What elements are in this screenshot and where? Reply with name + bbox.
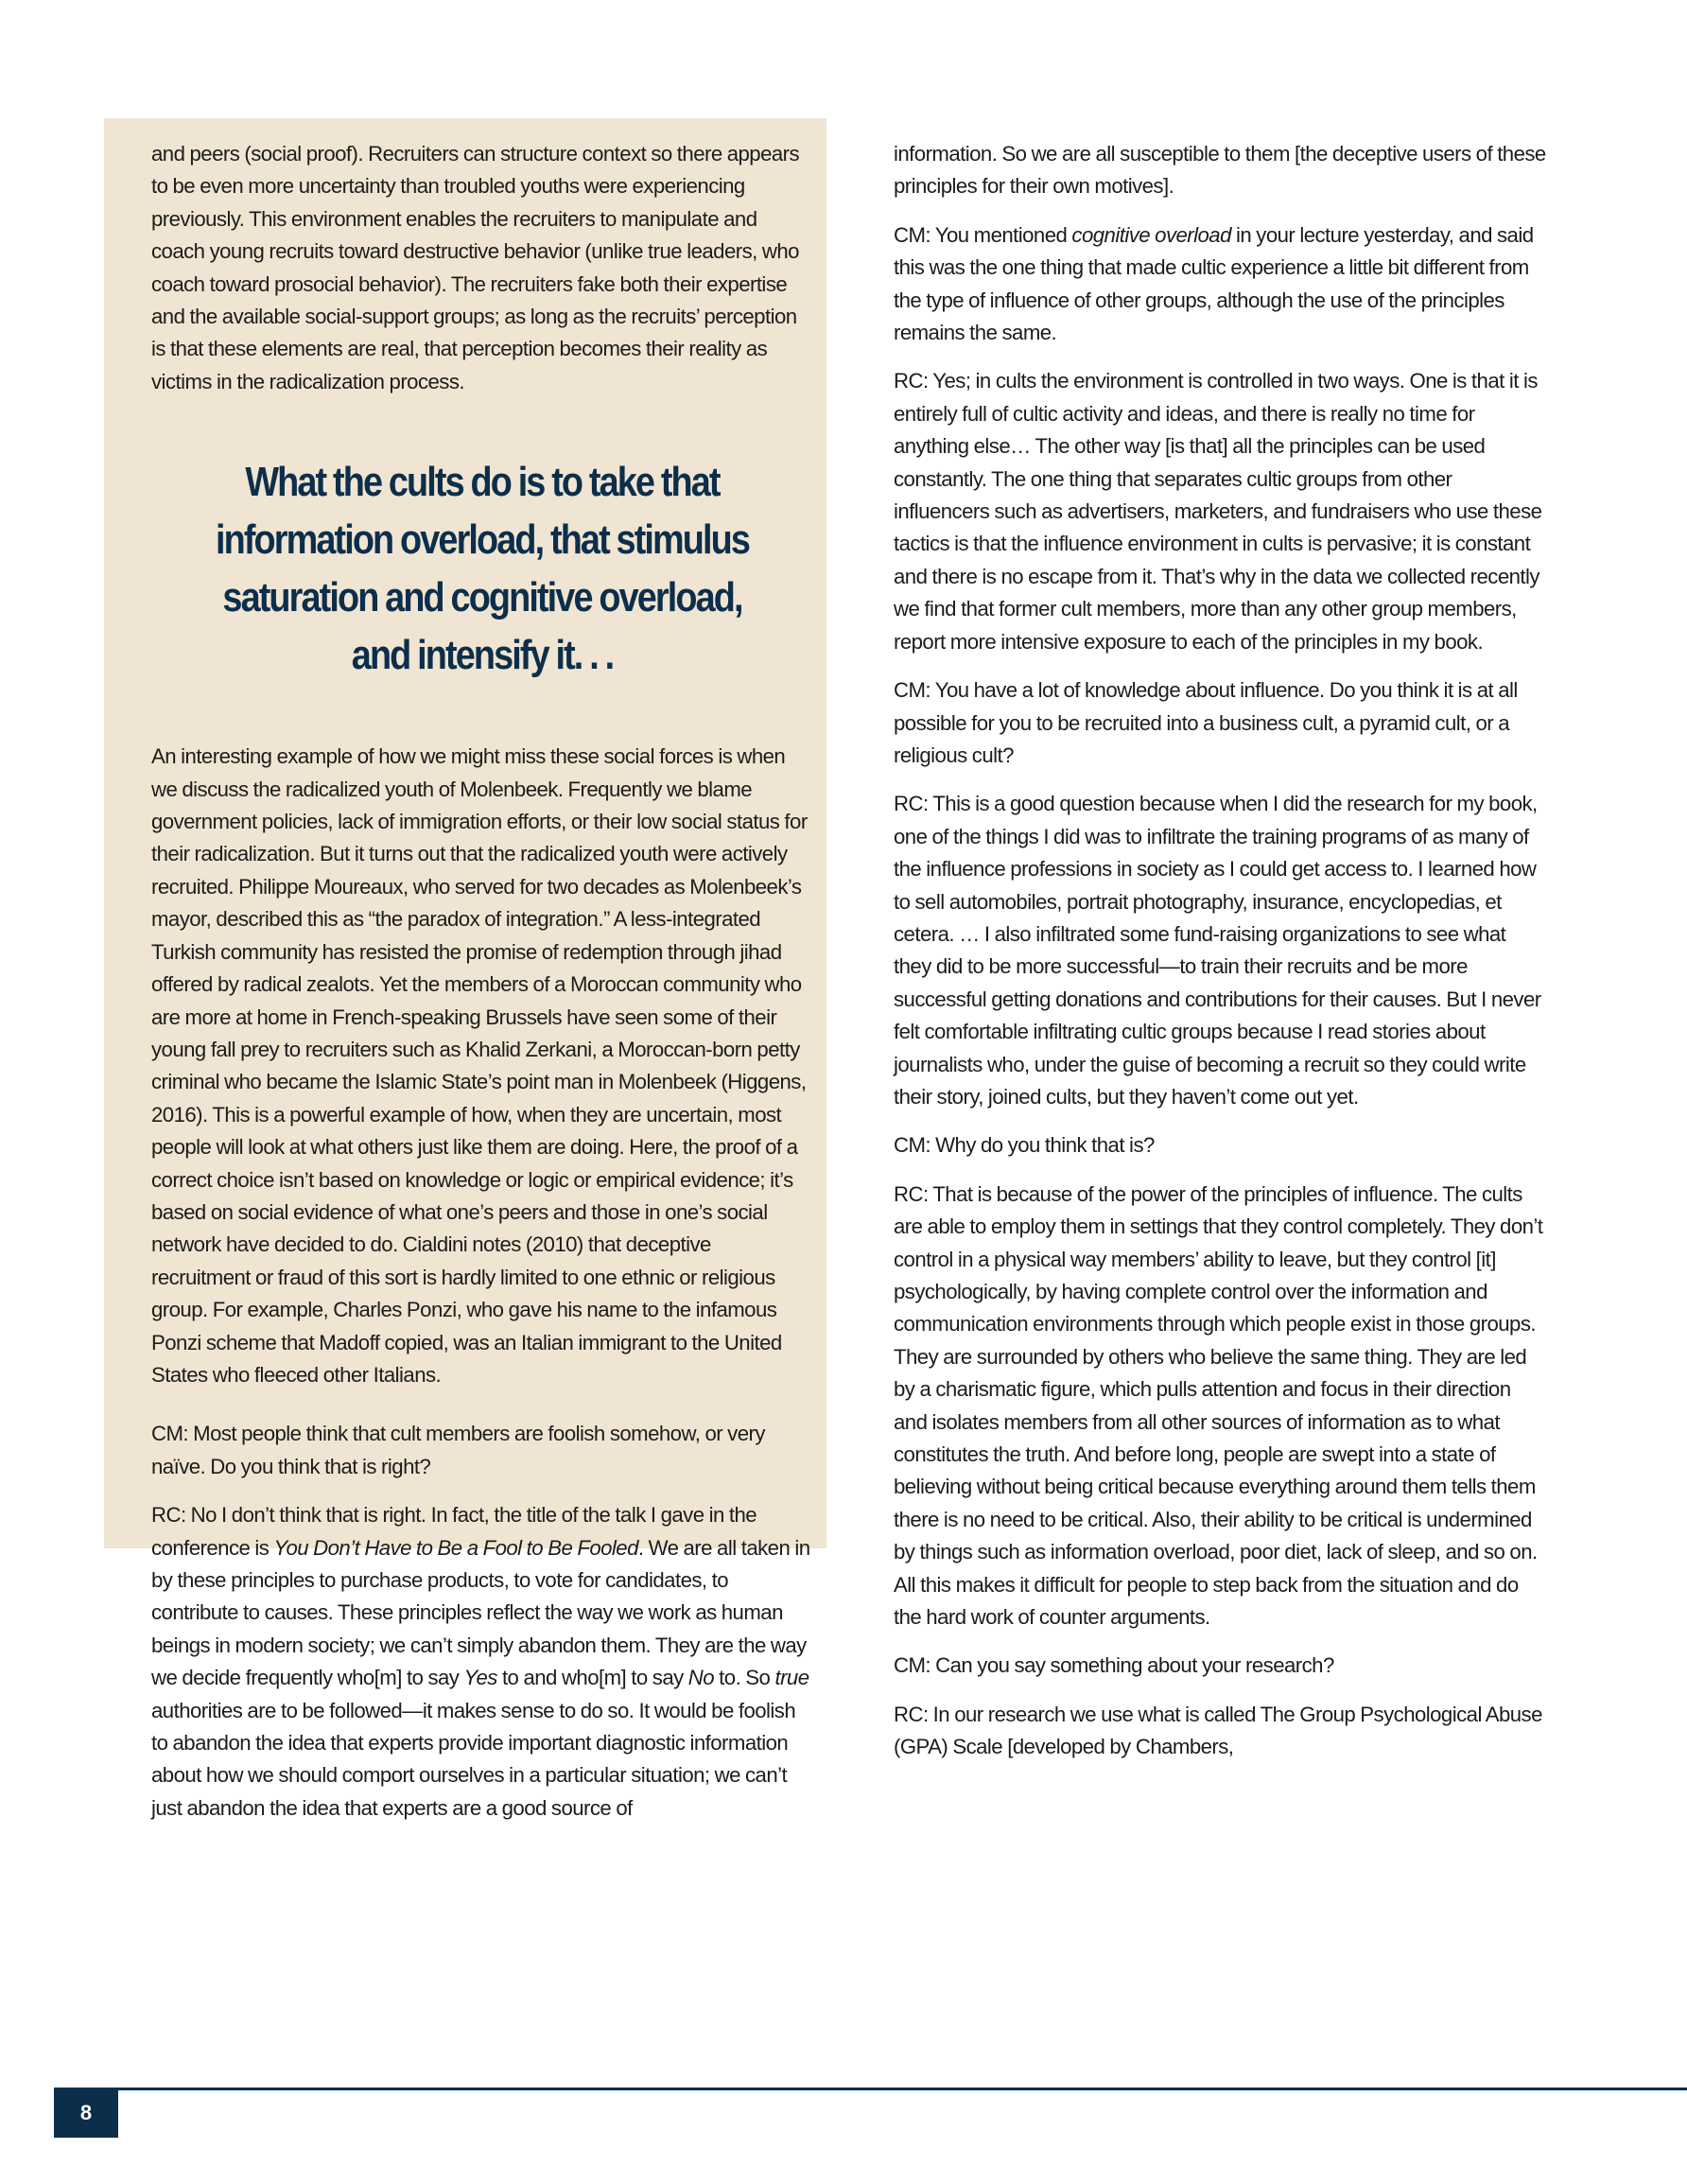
sidebar-paragraph-1: and peers (social proof). Recruiters can structure context so there appears to be even more uncertainty than troubled youths were experiencing previously. This environment enables the recruiters to manipulate and coach young recruits toward destructive behavior (unlike true leaders, who coach toward prosocial behavior). The recruiters fake both their expertise and the available social-support groups; as long as the recruits’ perception is that these elements are real, that perception becomes their reality as victims in the radicalization process. — [151, 142, 800, 393]
interview-question-cm-3: CM: You have a lot of knowledge about influence. Do you think it is at all possible for you to be recruited into a business cult, a pyramid cult, or a religious cult? — [894, 678, 1518, 767]
answer-text: to and who[m] to say — [496, 1666, 688, 1690]
interview-answer-rc-3: RC: This is a good question because when I did the research for my book, one of the things I did was to infiltrate the training programs of as many of the influence professions in society as I could get access to. I learned how to sell automobiles, portrait photography, insurance, encyclopedias, et cetera. … I also infiltrated some fund-raising organizations to see what they did to be more successful—to train their recruits and be more successful getting donations and contributions for their causes. But I never felt comfortable infiltrating cultic groups because I read stories about journalists who, under the guise of becoming a recruit so they could write their story, joined cults, but they haven’t come out yet. — [894, 792, 1541, 1109]
interview-question-cm-1: CM: Most people think that cult members are foolish somehow, or very naïve. Do you think that is right? — [151, 1422, 765, 1478]
true-italic: true — [774, 1666, 809, 1690]
interview-answer-rc-1 — [151, 1499, 813, 1825]
interview-question-cm-5: CM: Can you say something about your research? — [894, 1653, 1334, 1678]
interview-answer-rc-4: RC: That is because of the power of the principles of influence. The cults are able to employ them in settings that they control completely. They don’t control in a physical way members’ ability to leave, but they control [it] psychologically, by having complete control over the information and communication environments through which people exist in those groups. They are surrounded by others who believe the same thing. They are led by a charismatic figure, which pulls attention and focus in their direction and isolates members from all other sources of information as to what constitutes the truth. And before long, people are swept into a state of believing without being critical because everything around them tells them there is no need to be critical. Also, their ability to be critical is undermined by things such as information overload, poor diet, lack of sleep, and so on. All this makes it difficult for people to step back from the situation and do the hard work of counter arguments. — [894, 1181, 1543, 1630]
question-text: CM: You mentioned — [894, 222, 1072, 247]
sidebar-paragraph-2: An interesting example of how we might miss these social forces is when we discuss the radicalized youth of Molenbeek. Frequently we blame government policies, lack of immigration efforts, or their low social status for their radicalization. But it turns out that the radicalized youth were actively recruited. Philippe Moureaux, who served for two decades as Molenbeek’s mayor, described this as “the paradox of integration.” A less-integrated Turkish community has resisted the promise of redemption through jihad offered by radical zealots. Yet the members of a Moroccan community who are more at home in French-speaking Brussels have seen some of their young fall prey to recruiters such as Khalid Zerkani, a Moroccan-born petty criminal who became the Islamic State’s point man in Molenbeek (Higgens, 2016). This is a powerful example of how, when they are uncertain, most people will look at what others just like them are doing. Here, the proof of a correct choice isn’t based on knowledge or logic or empirical evidence; it’s based on social evidence of what one’s peers and those in one’s social network have decided to do. Cialdini notes (2010) that deceptive recruitment or fraud of this sort is hardly limited to one ethnic or religious group. For example, Charles Ponzi, who gave his name to the infamous Ponzi scheme that Madoff copied, was an Italian immigrant to the United States who fleeced other Italians. — [151, 744, 808, 1387]
no-italic: No — [687, 1666, 715, 1690]
talk-title-italic: You Don’t Have to Be a Fool to Be Fooled — [273, 1535, 638, 1560]
interview-answer-rc-2: RC: Yes; in cults the environment is controlled in two ways. One is that it is entirely full of cultic activity and ideas, and there is really no time for anything else… The other way [is that] all the principles can be used constantly. The one thing that separates cultic groups from other influencers such as advertisers, marketers, and fundraisers who use these tactics is that the influence environment in cults is pervasive; it is constant and there is no escape from it. That’s why in the data we collected recently we find that former cult members, more than any other group members, report more intensive exposure to each of the principles in my book. — [894, 369, 1542, 654]
interview-answer-rc-5: RC: In our research we use what is called The Group Psychological Abuse (GPA) Scale [developed by Chambers, — [894, 1702, 1542, 1759]
page-number: 8 — [54, 2088, 118, 2138]
left-column — [151, 138, 813, 1841]
question-text: in your lecture yesterday, and said this was the one thing that made cultic experience a little bit different from the type of influence of other groups, although the use of the principles remains the same. — [894, 222, 1534, 345]
answer-text: . We are all taken in by these principles to purchase products, to vote for candidates, to contribute to causes. These principles reflect the way we work as human beings in modern society; we can’t simply abandon them. They are the way we decide frequently who[m] to say — [151, 1535, 810, 1690]
answer-text: RC: No I don’t think that is right. In fact, the title of the talk I gave in the conference is — [151, 1503, 757, 1560]
interview-question-cm-2 — [894, 219, 1546, 350]
pull-quote: What the cults do is to take that information overload, that stimulus saturation and cognitive overload, and intensify it. . . — [215, 459, 750, 679]
yes-italic: Yes — [463, 1666, 497, 1690]
answer-text: to. So — [714, 1666, 775, 1690]
interview-answer-rc-1-continued: information. So we are all susceptible to them [the deceptive users of these principles for their own motives]. — [894, 142, 1546, 199]
right-column — [894, 138, 1546, 1780]
answer-text: authorities are to be followed—it makes sense to do so. It would be foolish to abandon the idea that experts provide important diagnostic information about how we should comport ourselves in a particular situation; we can’t just abandon the idea that experts are a good source of — [151, 1698, 796, 1820]
interview-question-cm-4: CM: Why do you think that is? — [894, 1133, 1155, 1158]
cognitive-overload-italic: cognitive overload — [1071, 222, 1231, 247]
footer-rule — [54, 2088, 1687, 2090]
